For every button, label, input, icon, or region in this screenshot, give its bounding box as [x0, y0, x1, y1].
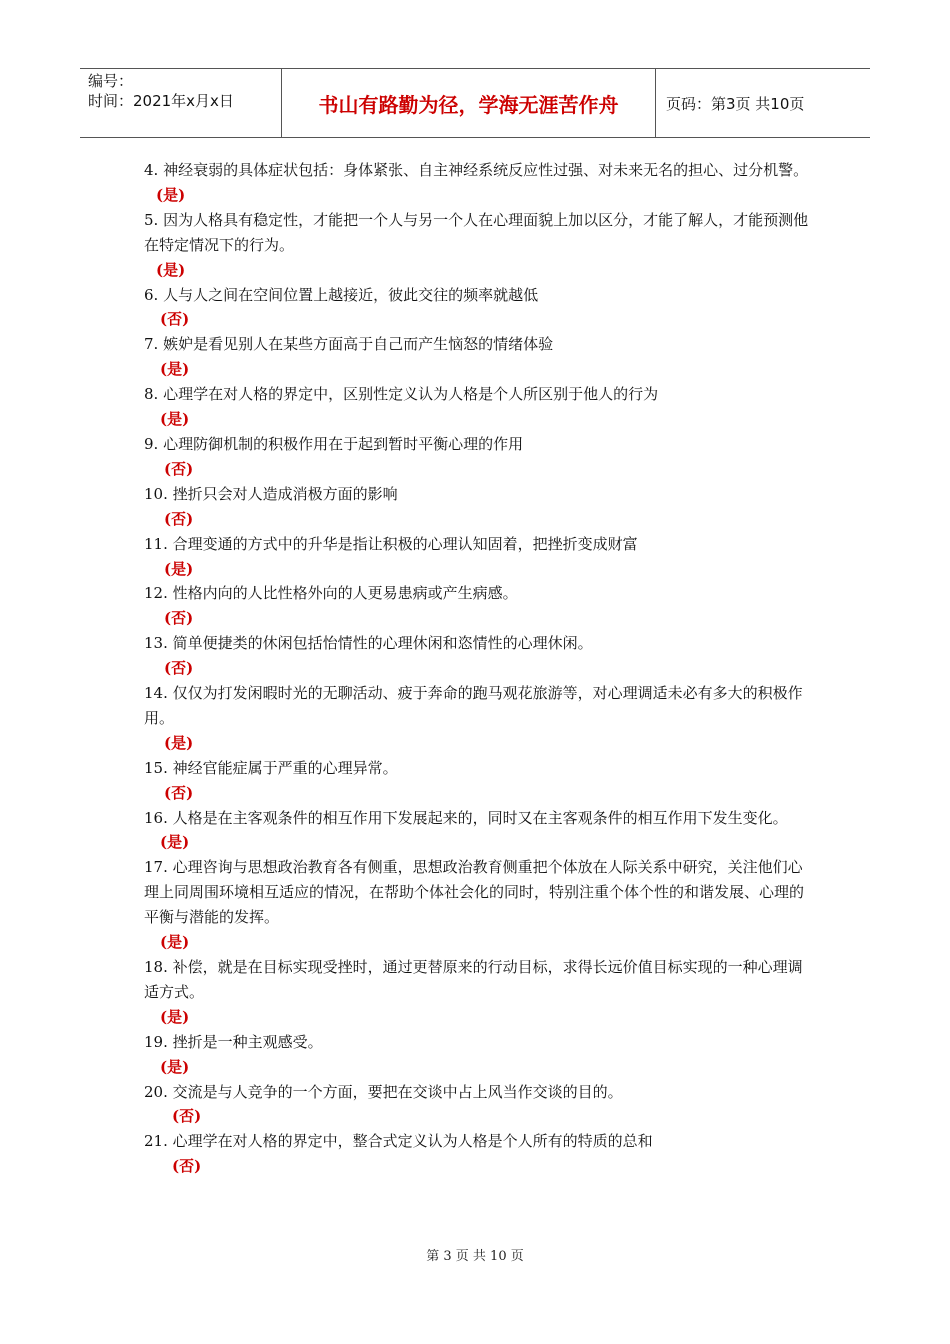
question-text: 5. 因为人格具有稳定性，才能把一个人与另一个人在心理面貌上加以区分，才能了解人，才能预测他在特定情况下的行为。: [144, 210, 809, 254]
answer-label: (否): [164, 459, 194, 478]
question-list: [144, 158, 812, 1179]
answer-label: (是): [160, 833, 190, 852]
answer-label: (是): [164, 559, 194, 578]
question-text: 20. 交流是与人竞争的一个方面，要把在交谈中占上风当作交谈的目的。: [144, 1082, 623, 1101]
answer-label: (是): [160, 1007, 190, 1026]
question-text: 13. 简单便捷类的休闲包括怡情性的心理休闲和恣情性的心理休闲。: [144, 634, 593, 653]
answer-label: (否): [160, 310, 190, 329]
question-item: [144, 432, 812, 482]
question-item: [144, 756, 812, 806]
question-text: 14. 仅仅为打发闲暇时光的无聊活动、疲于奔命的跑马观花旅游等，对心理调适未必有多大的积极作用。: [144, 684, 803, 727]
question-text: 7. 嫉妒是看见别人在某些方面高于自己而产生恼怒的情绪体验: [144, 335, 554, 354]
question-text: 8. 心理学在对人格的界定中，区别性定义认为人格是个人所区别于他人的行为: [144, 385, 659, 404]
question-item: [144, 1080, 812, 1130]
question-text: 17. 心理咨询与思想政治教育各有侧重，思想政治教育侧重把个体放在人际关系中研究，关注他们心理上同周围环境相互适应的情况，在帮助个体社会化的同时，特别注重个体个性的和谐发展、心理的平衡与潜能的发挥。: [144, 858, 805, 927]
answer-label: (否): [172, 1157, 202, 1176]
question-item: [144, 1030, 812, 1080]
question-text: 19. 挫折是一种主观感受。: [144, 1032, 323, 1051]
answer-label: (是): [160, 1057, 190, 1076]
page-footer: 第 3 页 共 10 页: [426, 1249, 524, 1264]
question-text: 16. 人格是在主客观条件的相互作用下发展起来的，同时又在主客观条件的相互作用下发生变化。: [144, 808, 788, 827]
question-item: [144, 581, 812, 631]
question-text: 9. 心理防御机制的积极作用在于起到暂时平衡心理的作用: [144, 434, 524, 453]
question-text: 4. 神经衰弱的具体症状包括：身体紧张、自主神经系统反应性过强、对未来无名的担心、过分机警。: [144, 161, 809, 179]
answer-label: (是): [156, 260, 186, 279]
question-item: [144, 631, 812, 681]
answer-label: (是): [156, 185, 186, 204]
question-text: 12. 性格内向的人比性格外向的人更易患病或产生病感。: [144, 584, 518, 603]
question-item: [144, 681, 812, 756]
question-item: [144, 382, 812, 432]
answer-label: (否): [172, 1107, 202, 1126]
question-item: [144, 482, 812, 532]
question-text: 18. 补偿，就是在目标实现受挫时，通过更替原来的行动目标，求得长远价值目标实现的一种心理调适方式。: [144, 958, 803, 1001]
question-text: 21. 心理学在对人格的界定中，整合式定义认为人格是个人所有的特质的总和: [144, 1132, 653, 1151]
question-item: [144, 208, 812, 283]
question-item: [144, 806, 812, 856]
question-text: 10. 挫折只会对人造成消极方面的影响: [144, 484, 398, 503]
page-header: [80, 68, 870, 138]
answer-label: (是): [164, 733, 194, 752]
answer-label: (否): [164, 509, 194, 528]
answer-label: (否): [164, 609, 194, 628]
question-item: [144, 332, 812, 382]
header-info-cell: [80, 69, 282, 137]
question-text: 11. 合理变通的方式中的升华是指让积极的心理认知固着，把挫折变成财富: [144, 534, 638, 553]
question-item: [144, 955, 812, 1030]
question-item: [144, 158, 812, 208]
answer-label: (是): [160, 410, 190, 429]
answer-label: (是): [160, 933, 190, 952]
question-item: [144, 283, 812, 333]
question-text: 6. 人与人之间在空间位置上越接近，彼此交往的频率就越低: [144, 285, 539, 304]
time-label: 时间：2021年x月x日: [88, 92, 234, 110]
answer-label: (否): [164, 783, 194, 802]
question-text: 15. 神经官能症属于严重的心理异常。: [144, 758, 398, 777]
question-item: [144, 855, 812, 955]
answer-label: (否): [164, 659, 194, 678]
answer-label: (是): [160, 360, 190, 379]
header-page-label: 页码：第3页 共10页: [666, 94, 805, 113]
question-item: [144, 532, 812, 582]
id-label: 编号：: [88, 72, 134, 90]
question-item: [144, 1129, 812, 1179]
header-motto: 书山有路勤为径，学海无涯苦作舟: [282, 69, 656, 137]
